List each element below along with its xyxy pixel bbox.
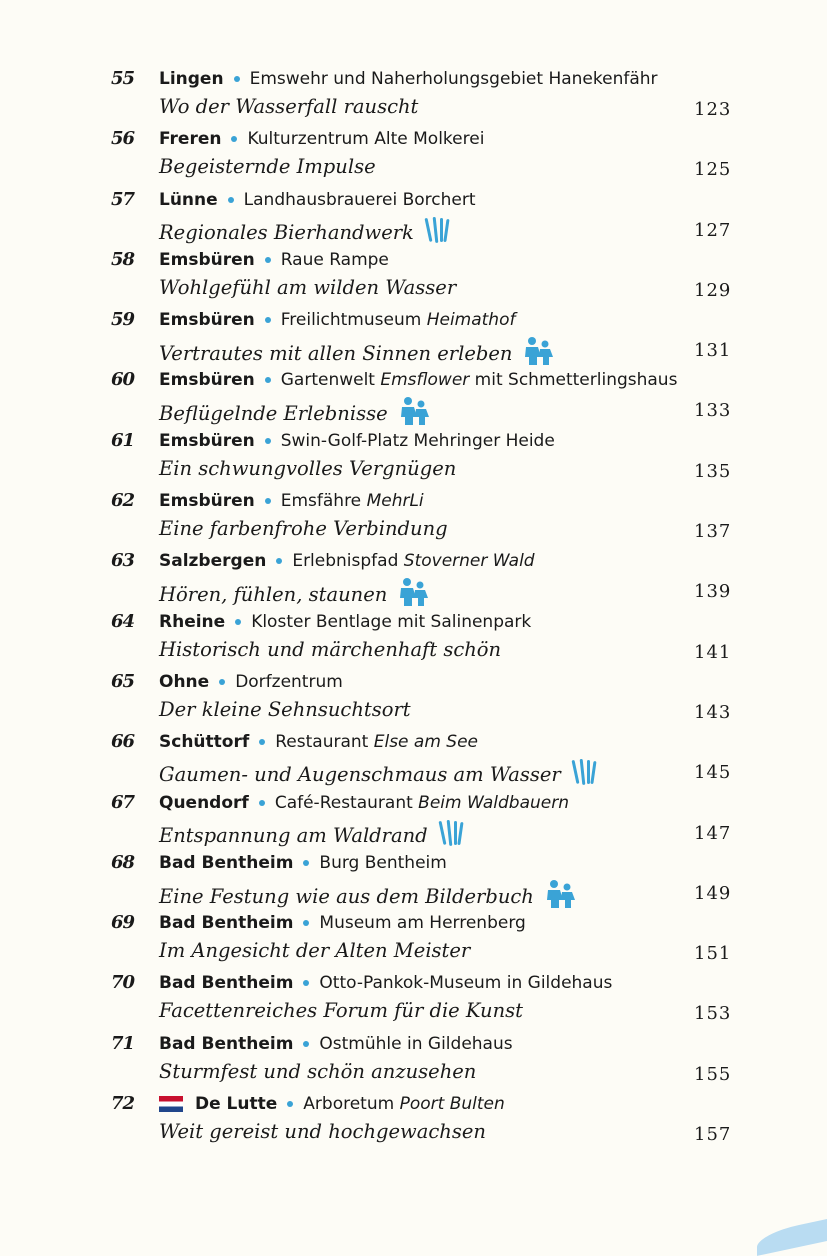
entry-subtitle-line: [159, 216, 450, 249]
entry-subtitle: Wohlgefühl am wilden Wasser: [159, 275, 457, 299]
place-name: Bad Bentheim: [159, 973, 294, 994]
attraction-text: Museum am Herrenberg: [319, 913, 526, 934]
entry-number: 67: [111, 791, 135, 813]
attraction-text: Arboretum: [303, 1094, 400, 1115]
entry-subtitle: Begeisternde Impulse: [159, 155, 376, 179]
toc-entry[interactable]: [0, 367, 827, 427]
entry-subtitle-line: [159, 95, 418, 118]
entry-subtitle-line: [159, 1060, 476, 1083]
attraction-text: Kloster Bentlage mit Salinenpark: [251, 611, 532, 632]
entry-subtitle-line: [159, 155, 376, 178]
attraction-text: Poort Bulten: [399, 1094, 505, 1115]
family-icon: [398, 396, 430, 431]
place-name: Emsbüren: [159, 310, 255, 331]
page-number[interactable]: 135: [694, 460, 732, 482]
attraction-name: [319, 973, 612, 993]
toc-entry[interactable]: [0, 669, 827, 729]
entry-heading: [159, 190, 476, 210]
attraction-text: Stoverner Wald: [403, 551, 535, 572]
toc-entry[interactable]: [0, 609, 827, 669]
entry-subtitle: Wo der Wasserfall rauscht: [159, 95, 419, 118]
bullet-icon: [265, 498, 271, 504]
entry-number: 71: [111, 1032, 135, 1054]
toc-entry[interactable]: [0, 187, 827, 247]
cutlery-icon: [438, 819, 464, 852]
entry-subtitle-line: [159, 999, 523, 1022]
place-name: Salzbergen: [159, 551, 267, 572]
attraction-text: Heimathof: [426, 310, 516, 331]
attraction-text: Emsflower: [380, 370, 470, 391]
entry-subtitle: Regionales Bierhandwerk: [159, 220, 414, 244]
entry-subtitle-line: [159, 698, 411, 721]
entry-number: 63: [111, 550, 135, 572]
toc-entry[interactable]: [0, 488, 827, 548]
page-number[interactable]: 123: [694, 99, 732, 120]
place-name: Emsbüren: [159, 491, 255, 512]
entry-subtitle: Der kleine Sehnsuchtsort: [159, 697, 411, 721]
netherlands-flag-icon: [159, 1096, 183, 1112]
cutlery-icon: [424, 216, 450, 249]
toc-entry[interactable]: [0, 307, 827, 367]
toc-entry[interactable]: [0, 910, 827, 970]
entry-subtitle-line: [159, 879, 576, 914]
entry-heading: [159, 250, 389, 270]
attraction-text: Beim Waldbauern: [418, 792, 569, 813]
entry-subtitle-line: [159, 517, 448, 540]
entry-subtitle-line: [159, 819, 464, 852]
bullet-icon: [303, 1041, 309, 1047]
page-number[interactable]: 149: [694, 882, 732, 904]
page-number[interactable]: 151: [694, 943, 732, 965]
entry-subtitle-line: [159, 638, 501, 661]
attraction-text: Kulturzentrum Alte Molkerei: [247, 129, 485, 150]
entry-subtitle: Historisch und märchenhaft schön: [159, 637, 502, 661]
decorative-splash: [757, 1219, 827, 1256]
place-name: Lingen: [159, 69, 224, 89]
entry-subtitle: Eine Festung wie aus dem Bilderbuch: [159, 884, 534, 908]
entry-number: 72: [111, 1093, 135, 1115]
page-number[interactable]: 155: [694, 1063, 732, 1085]
attraction-name: [247, 129, 484, 149]
entry-number: 65: [111, 670, 135, 692]
toc-entry[interactable]: [0, 126, 827, 186]
place-name: De Lutte: [195, 1094, 278, 1115]
toc-entry[interactable]: [0, 66, 827, 126]
entry-subtitle-line: [159, 939, 470, 962]
family-icon: [397, 577, 429, 612]
place-name: Emsbüren: [159, 249, 255, 270]
toc-entry[interactable]: [0, 970, 827, 1030]
entry-subtitle: Gaumen- und Augenschmaus am Wasser: [159, 763, 561, 787]
attraction-text: Café-Restaurant: [274, 792, 419, 813]
attraction-text: Raue Rampe: [280, 249, 389, 270]
attraction-text: Gartenwelt: [280, 370, 381, 391]
bullet-icon: [219, 679, 225, 685]
bullet-icon: [265, 438, 271, 444]
attraction-name: [281, 431, 555, 451]
place-name: Freren: [159, 129, 222, 150]
entry-heading: [159, 853, 447, 873]
entry-heading: [159, 1094, 505, 1114]
bullet-icon: [303, 860, 309, 866]
attraction-text: Landhausbrauerei Borchert: [243, 189, 476, 210]
bullet-icon: [276, 558, 282, 564]
entry-subtitle-line: [159, 758, 597, 791]
entry-subtitle: Vertrautes mit allen Sinnen erleben: [159, 342, 513, 366]
entry-heading: [159, 913, 526, 933]
entry-heading: [159, 1034, 513, 1054]
attraction-name: [319, 1034, 512, 1054]
toc-entry[interactable]: [0, 548, 827, 608]
page-number[interactable]: 153: [694, 1003, 732, 1025]
entry-heading: [159, 973, 612, 993]
page-number[interactable]: 157: [694, 1124, 732, 1146]
entry-subtitle: Weit gereist und hochgewachsen: [159, 1120, 486, 1144]
bullet-icon: [265, 257, 271, 263]
page-number[interactable]: 127: [694, 219, 732, 241]
attraction-name: [281, 491, 424, 511]
entry-subtitle: Hören, fühlen, staunen: [159, 583, 388, 607]
bullet-icon: [259, 739, 265, 745]
place-name: Ohne: [159, 671, 210, 692]
page-number[interactable]: 125: [694, 159, 732, 181]
page-number[interactable]: 141: [694, 641, 732, 663]
entry-subtitle-line: [159, 1120, 486, 1143]
entry-heading: [159, 551, 535, 571]
bullet-icon: [303, 920, 309, 926]
bullet-icon: [228, 197, 234, 203]
toc-entry[interactable]: [0, 247, 827, 307]
toc-entry[interactable]: [0, 428, 827, 488]
place-name: Bad Bentheim: [159, 1033, 294, 1054]
attraction-name: [235, 672, 343, 692]
entry-heading: [159, 732, 478, 752]
attraction-text: mit Schmetterlingshaus: [469, 370, 678, 391]
page-number[interactable]: 145: [694, 762, 732, 784]
attraction-name: [292, 551, 534, 571]
entry-heading: [159, 612, 531, 632]
attraction-text: Erlebnispfad: [292, 551, 404, 572]
entry-number: 69: [111, 912, 135, 934]
attraction-name: [281, 250, 389, 270]
page-number[interactable]: 133: [694, 400, 732, 422]
attraction-name: [275, 793, 569, 813]
attraction-text: Freilichtmuseum: [280, 310, 427, 331]
entry-subtitle: Im Angesicht der Alten Meister: [159, 939, 471, 963]
attraction-name: [319, 913, 525, 933]
place-name: Lünne: [159, 189, 218, 210]
attraction-name: [244, 190, 476, 210]
bullet-icon: [287, 1101, 293, 1107]
place-name: Schüttorf: [159, 732, 250, 753]
entry-subtitle-line: [159, 396, 430, 431]
attraction-text: Swin-Golf-Platz Mehringer Heide: [280, 430, 555, 451]
attraction-name: [250, 69, 658, 89]
entry-heading: [159, 793, 569, 813]
page-number[interactable]: 137: [694, 521, 732, 543]
entry-subtitle: Ein schwungvolles Vergnügen: [159, 456, 457, 480]
attraction-text: Otto-Pankok-Museum in Gildehaus: [319, 973, 613, 994]
entry-number: 66: [111, 731, 135, 753]
entry-heading: [159, 129, 484, 149]
entry-heading: [159, 69, 658, 89]
bullet-icon: [265, 377, 271, 383]
entry-subtitle: Facettenreiches Forum für die Kunst: [159, 999, 524, 1023]
toc-entry[interactable]: [0, 790, 827, 850]
place-name: Bad Bentheim: [159, 852, 294, 873]
entry-subtitle: Sturmfest und schön anzusehen: [159, 1059, 477, 1083]
entry-subtitle-line: [159, 336, 554, 371]
table-of-contents: [0, 66, 827, 1151]
attraction-text: Emswehr und Naherholungsgebiet Hanekenfähr: [249, 69, 658, 89]
place-name: Emsbüren: [159, 370, 255, 391]
place-name: Bad Bentheim: [159, 913, 294, 934]
toc-entry[interactable]: [0, 729, 827, 789]
entry-subtitle: Beflügelnde Erlebnisse: [159, 402, 388, 426]
attraction-text: Else am See: [373, 732, 479, 753]
place-name: Emsbüren: [159, 430, 255, 451]
entry-subtitle: Entspannung am Waldrand: [159, 823, 428, 847]
entry-heading: [159, 310, 515, 330]
entry-number: 62: [111, 490, 135, 512]
entry-number: 64: [111, 610, 135, 632]
page-number[interactable]: 131: [694, 340, 732, 362]
bullet-icon: [259, 800, 265, 806]
attraction-text: Restaurant: [275, 732, 374, 753]
attraction-name: [275, 732, 478, 752]
page-number[interactable]: 143: [694, 701, 732, 723]
place-name: Rheine: [159, 611, 226, 632]
family-icon: [544, 879, 576, 914]
entry-heading: [159, 491, 424, 511]
entry-subtitle-line: [159, 577, 429, 612]
place-name: Quendorf: [159, 792, 249, 813]
page-number[interactable]: 129: [694, 279, 732, 301]
page-number[interactable]: 147: [694, 822, 732, 844]
attraction-name: [251, 612, 531, 632]
attraction-text: Emsfähre: [280, 491, 367, 512]
entry-subtitle-line: [159, 276, 456, 299]
bullet-icon: [234, 76, 240, 82]
entry-heading: [159, 370, 677, 390]
bullet-icon: [303, 980, 309, 986]
entry-subtitle: Eine farbenfrohe Verbindung: [159, 517, 448, 541]
bullet-icon: [235, 619, 241, 625]
entry-number: 70: [111, 972, 135, 994]
page-number[interactable]: 139: [694, 581, 732, 603]
toc-entry[interactable]: [0, 1091, 827, 1151]
family-icon: [522, 336, 554, 371]
entry-number: 56: [111, 128, 135, 150]
toc-entry[interactable]: [0, 850, 827, 910]
toc-entry[interactable]: [0, 1031, 827, 1091]
entry-number: 59: [111, 309, 135, 331]
attraction-name: [281, 310, 516, 330]
entry-number: 60: [111, 369, 135, 391]
bullet-icon: [231, 136, 237, 142]
entry-subtitle-line: [159, 457, 456, 480]
entry-heading: [159, 672, 343, 692]
cutlery-icon: [571, 758, 597, 791]
bullet-icon: [265, 317, 271, 323]
entry-heading: [159, 431, 555, 451]
entry-number: 58: [111, 248, 135, 270]
attraction-text: Dorfzentrum: [235, 671, 343, 692]
attraction-text: MehrLi: [366, 491, 424, 512]
attraction-name: [319, 853, 446, 873]
attraction-name: [303, 1094, 504, 1114]
entry-number: 68: [111, 851, 135, 873]
entry-number: 61: [111, 429, 135, 451]
attraction-name: [281, 370, 678, 390]
entry-number: 55: [111, 68, 135, 89]
attraction-text: Ostmühle in Gildehaus: [319, 1033, 513, 1054]
attraction-text: Burg Bentheim: [319, 852, 447, 873]
entry-number: 57: [111, 188, 135, 210]
